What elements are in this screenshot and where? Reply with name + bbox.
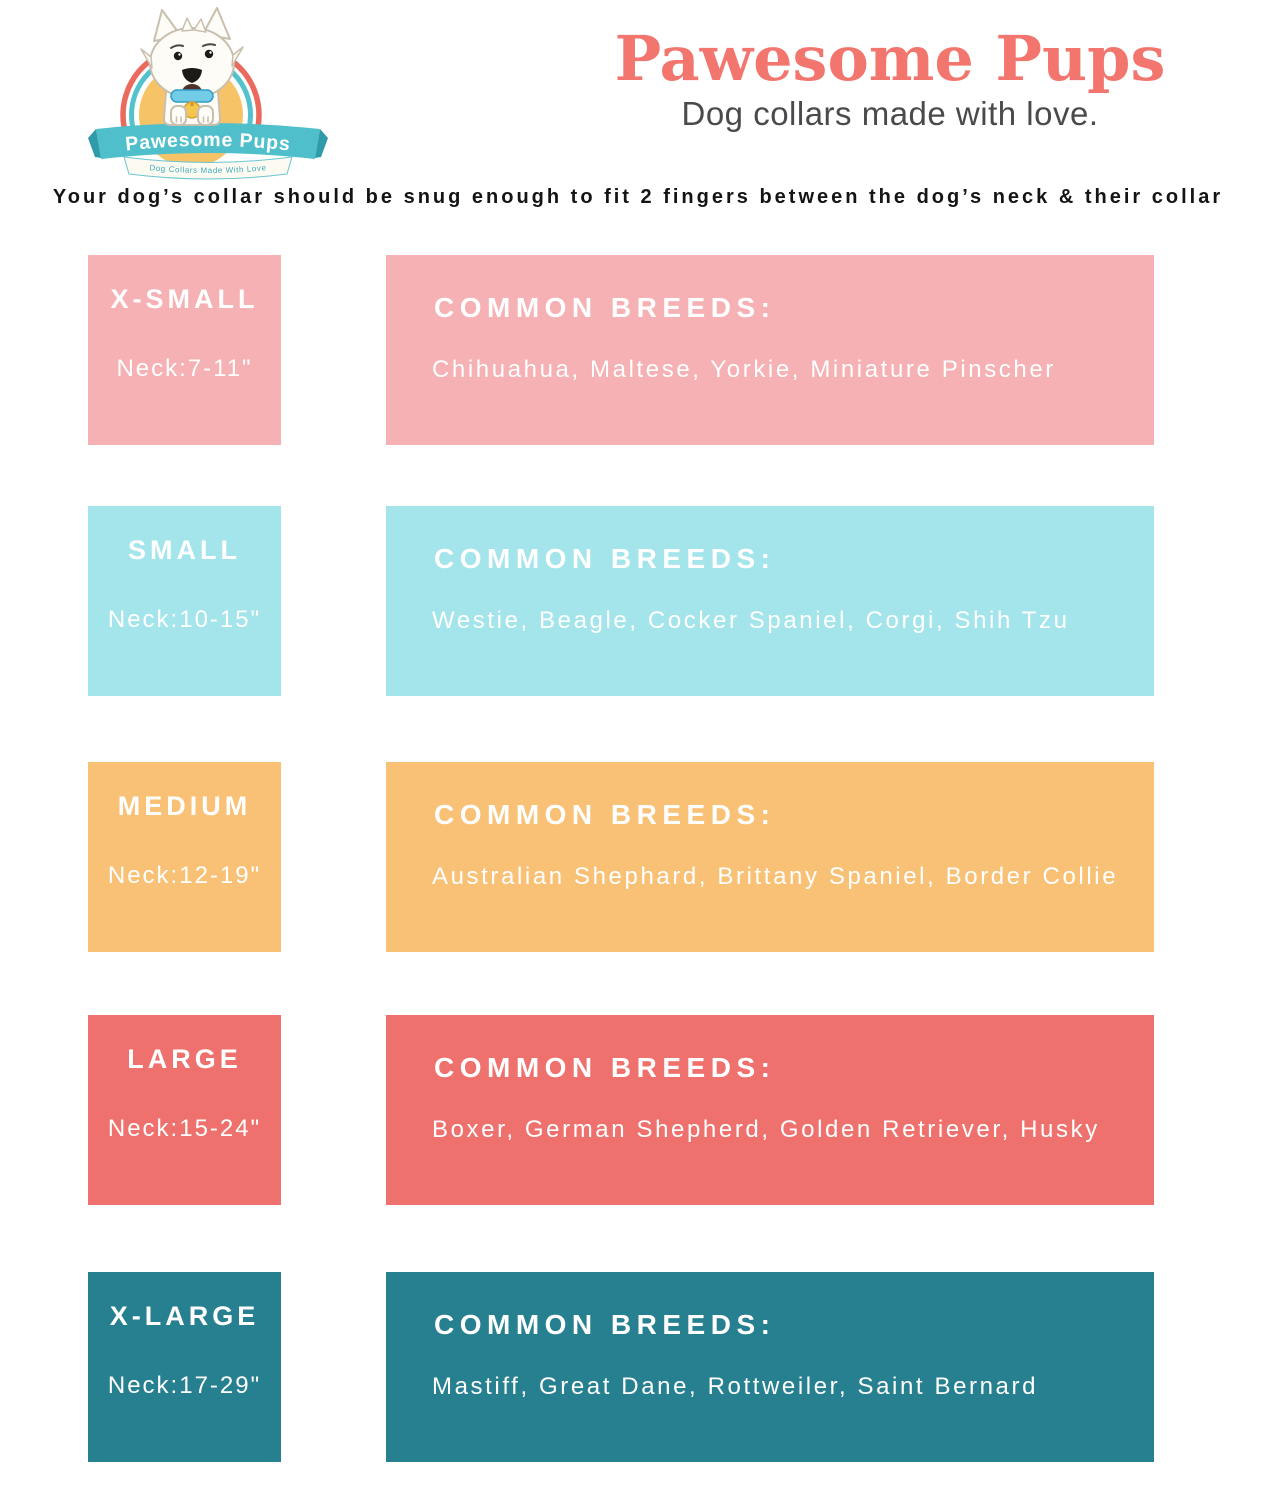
size-name: MEDIUM [117,791,252,821]
size-label-box [88,1015,281,1205]
size-row-medium [0,762,1276,952]
breeds-box [386,506,1154,696]
fit-instruction-text: Your dog’s collar should be snug enough to fit 2 fingers between the dog’s neck & their collar [52,186,1224,208]
size-row-large [0,1015,1276,1205]
breeds-list: Westie, Beagle, Cocker Spaniel, Corgi, Shih Tzu [432,607,1070,634]
page-title: Pawesome Pups [614,22,1166,95]
header [612,22,1168,133]
logo-banner-title: Pawesome Pups [124,128,292,156]
neck-range: Neck:17-29" [107,1372,262,1399]
size-row-xlarge [0,1272,1276,1462]
neck-range: Neck:15-24" [107,1115,262,1142]
size-label-box [88,255,281,445]
neck-range: Neck:12-19" [107,862,262,889]
breeds-heading: COMMON BREEDS: [434,543,776,574]
breeds-list: Mastiff, Great Dane, Rottweiler, Saint Bernard [432,1373,1039,1400]
breeds-box [386,762,1154,952]
breeds-heading: COMMON BREEDS: [434,1309,776,1340]
breeds-box [386,1272,1154,1462]
size-name: SMALL [128,535,241,565]
breeds-list: Chihuahua, Maltese, Yorkie, Miniature Pinscher [432,356,1056,383]
size-name: X-LARGE [109,1301,260,1331]
size-label-box [88,762,281,952]
logo-ribbon-banner [88,123,328,179]
brand-logo [88,5,328,180]
breeds-list: Australian Shephard, Brittany Spaniel, Border Collie [432,863,1119,890]
neck-range: Neck:7-11" [116,355,253,382]
page-subtitle: Dog collars made with love. [681,95,1099,133]
size-label-box [88,506,281,696]
breeds-box [386,255,1154,445]
breeds-heading: COMMON BREEDS: [434,1052,776,1083]
neck-range: Neck:10-15" [107,606,262,633]
breeds-list: Boxer, German Shepherd, Golden Retriever, Husky [432,1116,1100,1143]
size-name: X-SMALL [110,284,259,314]
breeds-box [386,1015,1154,1205]
logo-banner-subtitle: Dog Collars Made With Love [149,163,267,176]
size-row-small [0,506,1276,696]
size-name: LARGE [127,1044,242,1074]
dog-collar-icon [171,90,213,102]
breeds-heading: COMMON BREEDS: [434,799,776,830]
size-row-xsmall [0,255,1276,445]
breeds-heading: COMMON BREEDS: [434,292,776,323]
size-label-box [88,1272,281,1462]
